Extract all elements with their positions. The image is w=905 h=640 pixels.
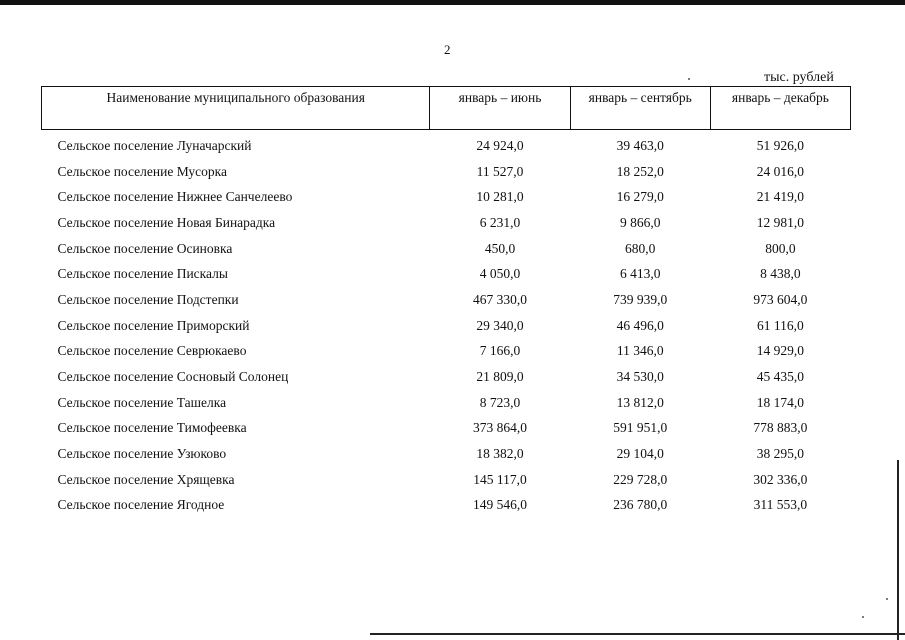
- municipality-name: Сельское поселение Луначарский: [57, 137, 252, 153]
- table-row: [42, 493, 851, 519]
- value-jan-sep: 34 530,0: [616, 369, 664, 385]
- page-top-border: [0, 0, 905, 5]
- municipality-name: Сельское поселение Новая Бинарадка: [57, 214, 276, 230]
- value-jan-dec: 12 981,0: [756, 214, 805, 230]
- table-row: [42, 416, 851, 442]
- municipal-data-table: [41, 86, 851, 518]
- page-number: 2: [444, 42, 451, 57]
- scan-speck: [886, 598, 888, 600]
- value-jan-jun: 450,0: [484, 240, 516, 256]
- value-jan-sep: 16 279,0: [616, 189, 664, 205]
- table-row: [42, 441, 851, 467]
- table-row: [42, 130, 851, 159]
- value-jan-jun: 467 330,0: [473, 291, 528, 307]
- header-jan-sep: январь – сентябрь: [570, 87, 710, 130]
- header-jan-dec: январь – декабрь: [710, 87, 850, 130]
- table-row: [42, 313, 851, 339]
- value-jan-sep: 591 951,0: [613, 420, 668, 436]
- table-row: [42, 287, 851, 313]
- value-jan-dec: 45 435,0: [756, 369, 805, 385]
- municipality-name: Сельское поселение Нижнее Санчелеево: [57, 189, 293, 205]
- municipality-name: Сельское поселение Севрюкаево: [57, 343, 247, 359]
- table-row: [42, 261, 851, 287]
- value-jan-sep: 39 463,0: [616, 137, 664, 153]
- value-jan-dec: 51 926,0: [756, 137, 805, 153]
- value-jan-jun: 10 281,0: [476, 189, 524, 205]
- value-jan-jun: 8 723,0: [479, 394, 521, 410]
- value-jan-dec: 302 336,0: [753, 471, 808, 487]
- value-jan-dec: 8 438,0: [760, 266, 801, 282]
- value-jan-jun: 29 340,0: [476, 317, 524, 333]
- value-jan-dec: 61 116,0: [757, 317, 804, 333]
- municipality-name: Сельское поселение Узюково: [57, 446, 227, 462]
- scan-speck: [688, 78, 690, 80]
- value-jan-jun: 11 527,0: [476, 163, 524, 179]
- municipality-name: Сельское поселение Мусорка: [57, 163, 227, 179]
- municipality-name: Сельское поселение Приморский: [57, 317, 250, 333]
- header-municipality: Наименование муниципального образования: [42, 87, 430, 130]
- table-row: [42, 236, 851, 262]
- value-jan-dec: 38 295,0: [756, 446, 805, 462]
- value-jan-dec: 800,0: [765, 240, 796, 256]
- municipality-name: Сельское поселение Ягодное: [57, 497, 225, 513]
- value-jan-dec: 311 553,0: [753, 497, 808, 513]
- units-label: тыс. рублей: [764, 70, 834, 85]
- value-jan-sep: 9 866,0: [619, 214, 661, 230]
- table-row: [42, 339, 851, 365]
- value-jan-jun: 24 924,0: [476, 137, 524, 153]
- municipality-name: Сельское поселение Подстепки: [57, 291, 239, 307]
- value-jan-dec: 973 604,0: [753, 291, 808, 307]
- value-jan-jun: 373 864,0: [473, 420, 528, 436]
- value-jan-jun: 21 809,0: [476, 369, 524, 385]
- scan-speck: [862, 616, 864, 618]
- page-bottom-border: [370, 633, 905, 635]
- municipality-name: Сельское поселение Пискалы: [57, 266, 228, 282]
- value-jan-sep: 6 413,0: [619, 266, 661, 282]
- header-jan-jun: январь – июнь: [430, 87, 570, 130]
- value-jan-sep: 11 346,0: [616, 343, 664, 359]
- value-jan-sep: 739 939,0: [613, 291, 668, 307]
- value-jan-dec: 24 016,0: [756, 163, 805, 179]
- value-jan-sep: 18 252,0: [616, 163, 664, 179]
- table-row: [42, 210, 851, 236]
- value-jan-jun: 145 117,0: [473, 471, 527, 487]
- municipality-name: Сельское поселение Тимофеевка: [57, 420, 247, 436]
- table-header-row: [42, 87, 851, 130]
- value-jan-sep: 46 496,0: [616, 317, 664, 333]
- value-jan-jun: 6 231,0: [479, 214, 521, 230]
- value-jan-dec: 14 929,0: [756, 343, 805, 359]
- value-jan-jun: 4 050,0: [479, 266, 521, 282]
- value-jan-dec: 18 174,0: [756, 394, 805, 410]
- table-row: [42, 184, 851, 210]
- value-jan-sep: 13 812,0: [616, 394, 664, 410]
- table-row: [42, 467, 851, 493]
- municipality-name: Сельское поселение Ташелка: [57, 394, 227, 410]
- municipality-name: Сельское поселение Осиновка: [57, 240, 233, 256]
- value-jan-dec: 21 419,0: [756, 189, 805, 205]
- value-jan-sep: 680,0: [625, 240, 656, 256]
- value-jan-jun: 7 166,0: [479, 343, 521, 359]
- value-jan-jun: 18 382,0: [476, 446, 524, 462]
- page-right-border: [897, 460, 899, 640]
- table-row: [42, 390, 851, 416]
- municipality-name: Сельское поселение Сосновый Солонец: [57, 369, 289, 385]
- value-jan-jun: 149 546,0: [473, 497, 528, 513]
- value-jan-sep: 29 104,0: [616, 446, 664, 462]
- value-jan-dec: 778 883,0: [753, 420, 808, 436]
- table-row: [42, 159, 851, 185]
- value-jan-sep: 229 728,0: [613, 471, 668, 487]
- municipality-name: Сельское поселение Хрящевка: [57, 471, 235, 487]
- value-jan-sep: 236 780,0: [613, 497, 668, 513]
- table-row: [42, 364, 851, 390]
